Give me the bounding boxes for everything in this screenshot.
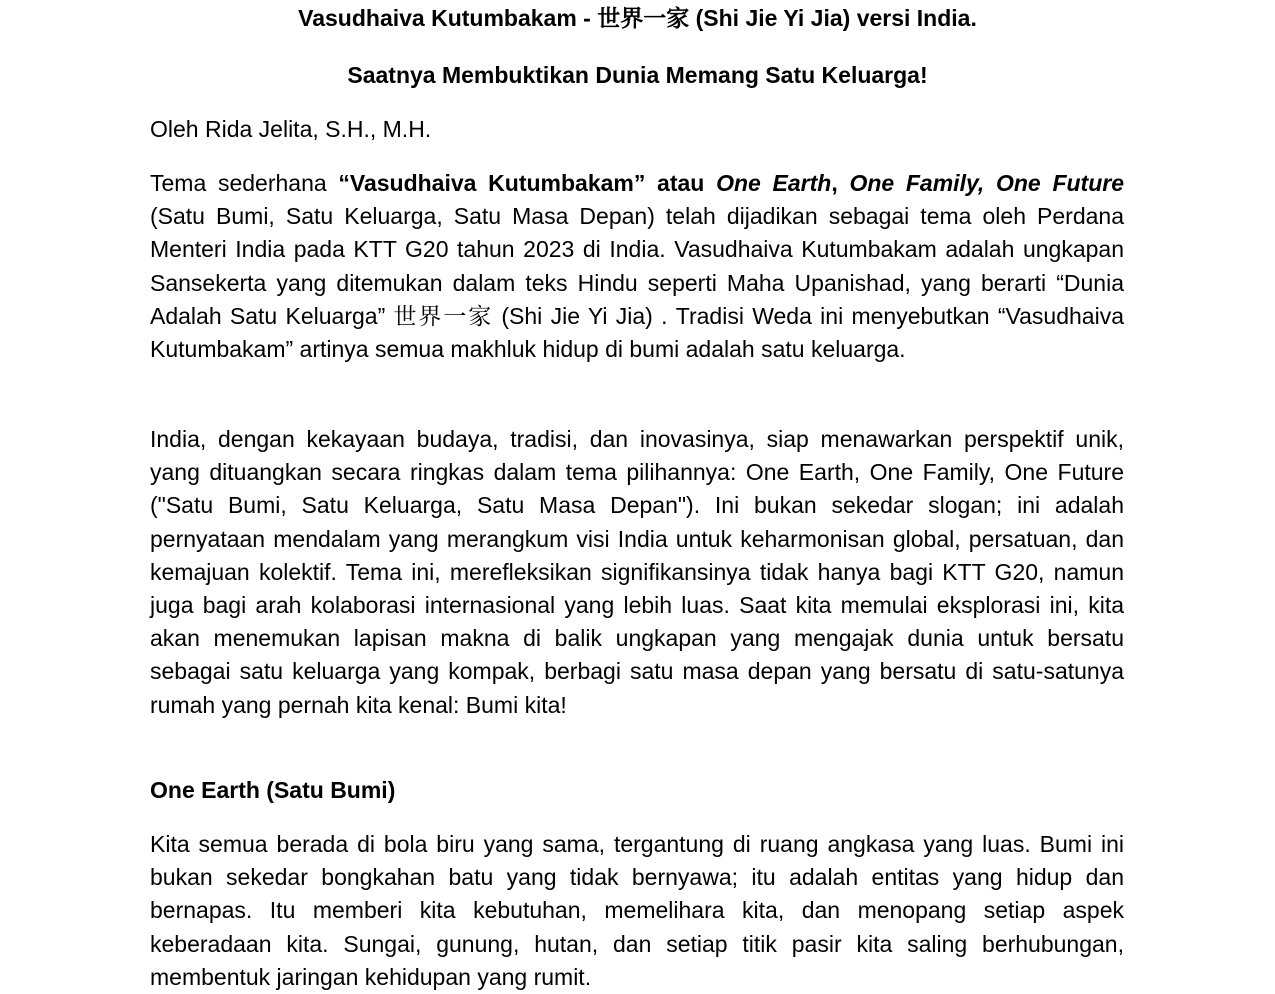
paragraph-1-body: (Satu Bumi, Satu Keluarga, Satu Masa Depan) telah dijadikan sebagai tema oleh Perdana Menteri India pada KTT G20 tahun 2023 di India. Vasudhaiva Kutumbakam adalah ungkapan Sansekerta yang ditemukan dalam teks Hindu seperti Maha Upanishad, yang berarti “Dunia Adalah Satu Keluarga” 世界一家 (Shi Jie Yi Jia) . Tradisi Weda ini menyebutkan “Vasudhaiva Kutumbakam” artinya semua makhluk hidup di bumi adalah satu keluarga. [150, 203, 1124, 363]
paragraph-1 [150, 167, 1124, 366]
paragraph-1-comma: , [831, 170, 850, 196]
paragraph-1-one-earth: One Earth [716, 170, 832, 196]
author-line: Oleh Rida Jelita, S.H., M.H. [150, 116, 432, 142]
paragraph-2: India, dengan kekayaan budaya, tradisi, dan inovasinya, siap menawarkan perspektif unik, yang dituangkan secara ringkas dalam tema pilihannya: One Earth, One Family, One Future ("Satu Bumi, Satu Keluarga, Satu Masa Depan"). Ini bukan sekedar slogan; ini adalah pernyataan mendalam yang merangkum visi India untuk keharmonisan global, persatuan, dan kemajuan kolektif. Tema ini, merefleksikan signifikansinya tidak hanya bagi KTT G20, namun juga bagi arah kolaborasi internasional yang lebih luas. Saat kita memulai eksplorasi ini, kita akan menemukan lapisan makna di balik ungkapan yang mengajak dunia untuk bersatu sebagai satu keluarga yang kompak, berbagi satu masa depan yang bersatu di satu-satunya rumah yang pernah kita kenal: Bumi kita! [150, 426, 1124, 718]
document-title: Vasudhaiva Kutumbakam - 世界一家 (Shi Jie Yi Jia) versi India. [298, 5, 977, 31]
paragraph-1-intro: Tema sederhana [150, 170, 339, 196]
document-subtitle: Saatnya Membuktikan Dunia Memang Satu Keluarga! [347, 62, 928, 88]
paragraph-1-bold-phrase: “Vasudhaiva Kutumbakam” atau [338, 170, 717, 196]
paragraph-1-one-family-future: One Family, One Future [849, 170, 1124, 196]
paragraph-3: Kita semua berada di bola biru yang sama, tergantung di ruang angkasa yang luas. Bumi ini bukan sekedar bongkahan batu yang tidak bernyawa; itu adalah entitas yang hidup dan bernapas. Itu memberi kita kebutuhan, memelihara kita, dan menopang setiap aspek keberadaan kita. Sungai, gunung, hutan, dan setiap titik pasir kita saling berhubungan, membentuk jaringan kehidupan yang rumit. [150, 831, 1124, 990]
section-heading-one-earth: One Earth (Satu Bumi) [150, 777, 396, 803]
